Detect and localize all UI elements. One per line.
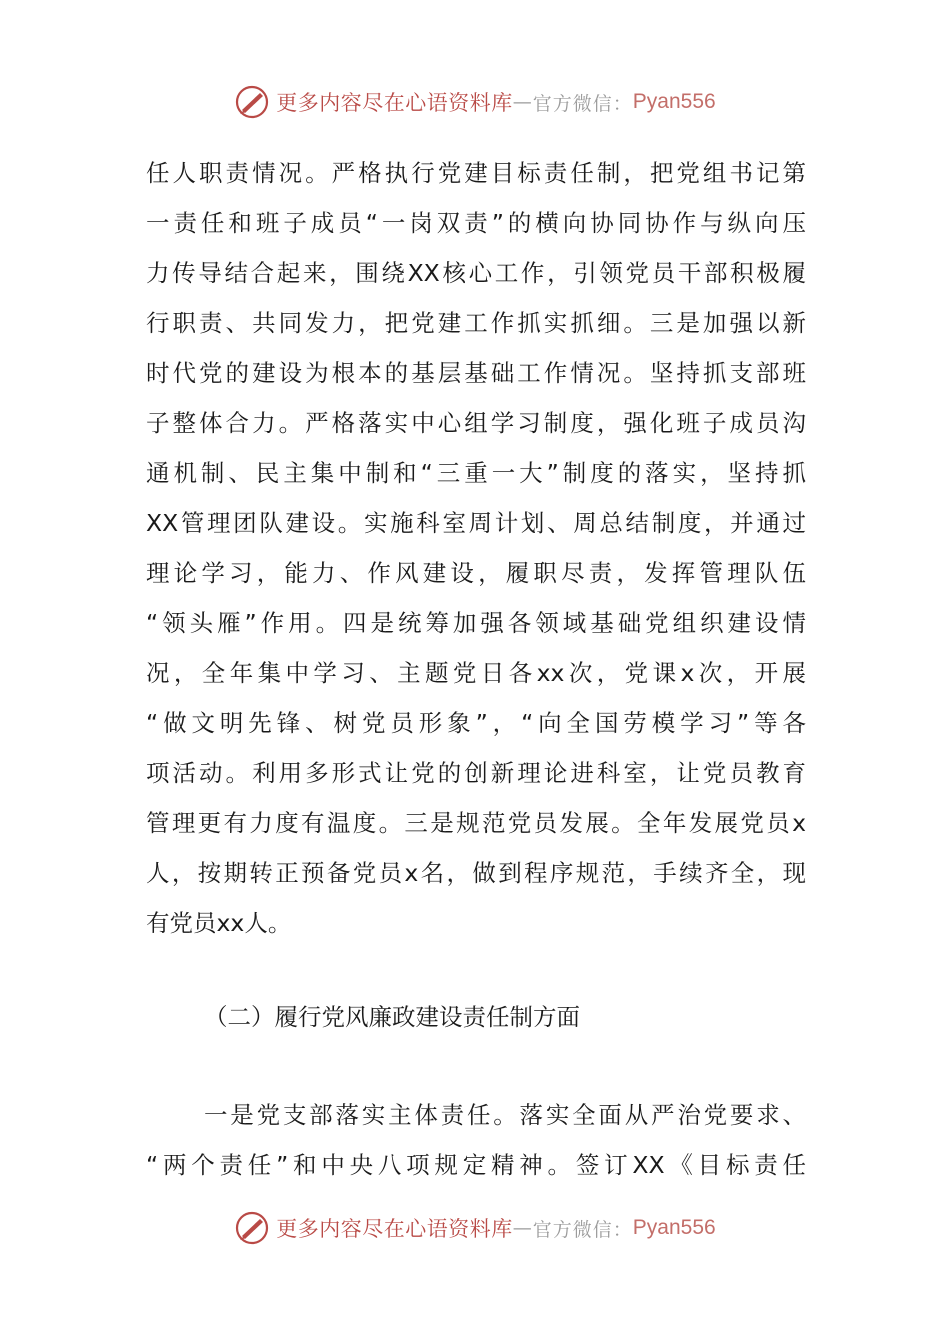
text-line: “领头雁”作用。四是统筹加强各领域基础党组织建设情 [146, 609, 806, 637]
text-line: XX管理团队建设。实施科室周计划、周总结制度，并通过 [146, 509, 806, 537]
banner-sub-text: 官方微信： [532, 92, 633, 115]
banner-wechat-id: Pyan556 [632, 1216, 716, 1239]
text-line: 时代党的建设为根本的基层基础工作情况。坚持抓支部班 [146, 359, 806, 387]
text-line: “做文明先锋、树党员形象”，“向全国劳模学习”等各 [146, 709, 806, 737]
banner-dash: — [512, 1217, 533, 1239]
text-line: 行职责、共同发力，把党建工作抓实抓细。三是加强以新 [146, 309, 806, 337]
text-line: 子整体合力。严格落实中心组学习制度，强化班子成员沟 [146, 409, 806, 437]
text-line: 况，全年集中学习、主题党日各xx次，党课x次，开展 [146, 659, 806, 687]
text-line: 人，按期转正预备党员x名，做到程序规范，手续齐全，现 [146, 859, 806, 887]
banner-main-text: 更多内容尽在心语资料库 [276, 91, 513, 115]
header-banner [0, 80, 950, 124]
footer-banner [0, 1206, 950, 1250]
body-paragraph-2 [146, 1090, 806, 1190]
banner-dash: — [512, 91, 533, 113]
banner-wechat-id: Pyan556 [632, 90, 716, 113]
text-line: 一责任和班子成员“一岗双责”的横向协同协作与纵向压 [146, 209, 806, 237]
banner-main-text: 更多内容尽在心语资料库 [276, 1217, 513, 1241]
pen-logo-icon [234, 1210, 270, 1246]
text-line: 理论学习，能力、作风建设，履职尽责，发挥管理队伍 [146, 559, 806, 587]
text-line: “两个责任”和中央八项规定精神。签订XX《目标责任 [146, 1151, 806, 1179]
text-line: 项活动。利用多形式让党的创新理论进科室，让党员教育 [146, 759, 806, 787]
body-paragraph-1 [146, 148, 806, 948]
banner-sub-text: 官方微信： [532, 1218, 633, 1241]
text-line: 通机制、民主集中制和“三重一大”制度的落实，坚持抓 [146, 459, 806, 487]
text-line: 任人职责情况。严格执行党建目标责任制，把党组书记第 [146, 159, 806, 187]
text-line: 力传导结合起来，围绕XX核心工作，引领党员干部积极履 [146, 259, 806, 287]
section-heading: （二）履行党风廉政建设责任制方面 [204, 1003, 580, 1031]
text-line: 一是党支部落实主体责任。落实全面从严治党要求、 [204, 1101, 806, 1129]
text-line: 有党员xx人。 [146, 909, 292, 937]
text-line: 管理更有力度有温度。三是规范党员发展。全年发展党员x [146, 809, 806, 837]
pen-logo-icon [234, 84, 270, 120]
